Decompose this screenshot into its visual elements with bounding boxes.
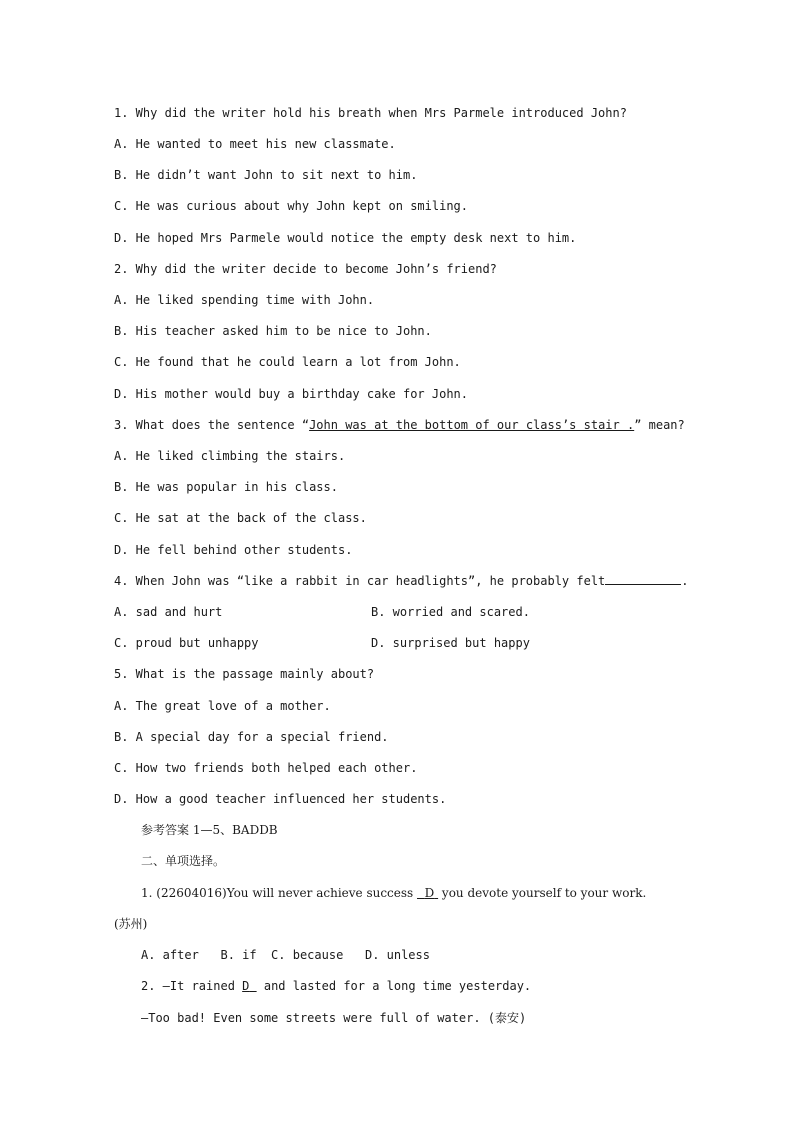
q4-stem-text: 4. When John was “like a rabbit in car headlights”, he probably felt (114, 574, 606, 588)
q3-stem-prefix: 3. What does the sentence “ (114, 418, 310, 432)
q4-option-b: B. worried and scared. (371, 605, 530, 619)
s2-q2-prefix: 2. —It rained (141, 979, 243, 993)
s2-q2-reply: —Too bad! Even some streets were full of water. (泰安) (141, 1011, 527, 1025)
q3-option-d: D. He fell behind other students. (114, 543, 353, 557)
q5-option-c: C. How two friends both helped each other. (114, 761, 418, 775)
q3-underlined-sentence: John was at the bottom of our class’s stair . (309, 418, 635, 432)
answer-key: 参考答案 1—5、BADDB (141, 823, 278, 837)
q5-option-a: A. The great love of a mother. (114, 699, 331, 713)
s2-q1-source: (苏州) (114, 917, 148, 931)
q3-stem-suffix: ” mean? (634, 418, 685, 432)
answer-blank (605, 573, 681, 585)
q5-stem: 5. What is the passage mainly about? (114, 667, 375, 681)
q2-option-b: B. His teacher asked him to be nice to John. (114, 324, 432, 338)
q4-option-c: C. proud but unhappy (114, 636, 259, 650)
q2-option-c: C. He found that he could learn a lot from John. (114, 355, 461, 369)
s2-q1-answer-letter: D (424, 886, 435, 900)
s2-q1-prefix: 1. (22604016)You will never achieve success (141, 886, 418, 900)
section-heading: 二、单项选择。 (141, 854, 226, 868)
q4-stem (114, 573, 689, 589)
q4-stem-end: . (681, 574, 689, 588)
s2-q2-answer (242, 979, 256, 993)
q3-option-c: C. He sat at the back of the class. (114, 511, 367, 525)
s2-q2-suffix: and lasted for a long time yesterday. (256, 979, 532, 993)
q3-option-a: A. He liked climbing the stairs. (114, 449, 346, 463)
q5-option-d: D. How a good teacher influenced her students. (114, 792, 447, 806)
q2-option-a: A. He liked spending time with John. (114, 293, 375, 307)
s2-q1-answer (417, 886, 438, 900)
q4-option-d: D. surprised but happy (371, 636, 530, 650)
s2-q1-stem (141, 885, 646, 901)
q5-option-b: B. A special day for a special friend. (114, 730, 389, 744)
s2-q2-stem (141, 978, 531, 994)
q1-option-b: B. He didn’t want John to sit next to him. (114, 168, 418, 182)
q1-option-a: A. He wanted to meet his new classmate. (114, 137, 396, 151)
q2-stem: 2. Why did the writer decide to become John’s friend? (114, 262, 497, 276)
s2-q2-answer-letter: D (242, 979, 250, 993)
q1-stem: 1. Why did the writer hold his breath when Mrs Parmele introduced John? (114, 106, 627, 120)
q3-option-b: B. He was popular in his class. (114, 480, 338, 494)
q2-option-d: D. His mother would buy a birthday cake for John. (114, 387, 469, 401)
q1-option-c: C. He was curious about why John kept on smiling. (114, 199, 469, 213)
q1-option-d: D. He hoped Mrs Parmele would notice the empty desk next to him. (114, 231, 577, 245)
s2-q1-options: A. after B. if C. because D. unless (141, 948, 430, 962)
q4-option-a: A. sad and hurt (114, 605, 223, 619)
s2-q1-suffix: you devote yourself to your work. (438, 886, 647, 900)
q3-stem (114, 417, 685, 433)
